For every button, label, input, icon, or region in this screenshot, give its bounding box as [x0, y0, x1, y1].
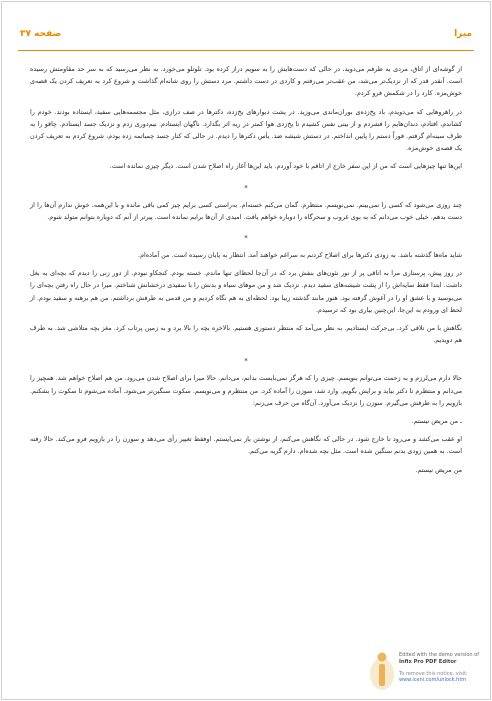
watermark-line: Edited with the demo version of — [399, 652, 480, 658]
watermark-line: To remove this notice, visit: — [399, 671, 468, 677]
running-title: میرا — [454, 29, 472, 39]
infix-logo-icon — [368, 648, 396, 692]
paragraph: نگاهش با من تلاقی کرد. بی‌حرکت ایستادیم. به نظر می‌آمد که منتظر دستوری هستیم. بالاخره بچه را بالا برد و به زمین پرتاب کرد. مغز بچه متلاشی شد. به طرف هم دویدیم. — [30, 324, 462, 345]
paragraph: در راهروهایی که می‌دویدم، باد پخ‌زده‌ی بوران‌ماندی می‌وزید. در پشت دیوارهای یخ‌زده، دکترها در صف درازی، مثل مجسمه‌هایی سفید، ایستاده بودند. خودم را کشاندم، افتادم، دندان‌هایم را فشردم و از بینی نفس کشیدم تا یخ‌زدی هوا کمتر در ریه اثر بگذارد. ناگهان ایستادم. نیم‌دوری زدم و نزدیک جسد ایستادم. چاقو را به طرف سینه‌ام گرفتم. فوراً دستم را پایین انداختم. در دستش شیشه‌ ضد. یأس دکترها را دیدم. در حالی که کنار جسد چمباتمه زده بودم، شروع کردم به تعریف کردن یک قصه‌ی خوش‌مزه. — [30, 107, 462, 153]
section-separator: * — [244, 357, 248, 366]
page-number: صفحه ۳۷ — [20, 29, 62, 39]
demo-watermark — [368, 648, 488, 700]
paragraph: در روز پیش، پرستاری مرا به اتاقی پر از نور نئون‌های بنفش برد که در آن‌جا لحظ‌ای تنها ماندم. خسته بودم. کنجکاو نبودم. از دور زنی را دیدم که بچه‌ای به بغل داشت. ابتدا فقط سایه‌اش را از پشت شیشه‌های سفید دیدم. نزدیک شد و من موهای سیاه و بدنش را با سفیدی درخشانش شناختم. میرا در حال راه رفتن بچه‌ای را می‌بوسید و با عشق او را در آغوش گرفته بود. هنوز مانند گذشته زیبا بود. لحظه‌ای به هم نگاه کردیم و من قدمی به طرفش برداشتم. من هم برهنه و سفید بودم. از لحظ ای ورودم به این‌جا، این‌چنین بیاری بود که ترسیدم. — [30, 269, 462, 314]
paragraph: او عقب می‌کشد و می‌رود تا خارج شود. در حالی که نگاهش می‌کنم، از نوشتن باز نمی‌ایستم. اوفقط تغییر رأی می‌دهد و سوزن را در بازویم فرو می‌کند. حالا رفته است. به همین زودی بدنم سنگین شده است. مثل بچه شده‌ام. دارم گریه می‌کنم. — [30, 435, 462, 456]
paragraph: این‌ها تنها چیزهایی است که من از این سفر خارج از اتاقم با خود آوردم. باید این‌ها آغاز راه اصلاح شدن است. دیگر چیزی نمانده است. — [109, 162, 462, 171]
paragraph: چند روزی می‌شود که کسی را نمی‌بینم. نمی‌نویسم. منتظرم. گمان می‌کنم خسته‌ام. به‌راستی کسی برایم چیز کمی باقی مانده و با این‌همه، خوش ندارم آن‌ها را از دست بدهم. خیلی خوب می‌دانم که به بوی غروب و سحرگاه را دوباره خواهم یافت. امیدی از آن‌ها برایم نمانده است. پیرتر از آنم که دوباره بتوانم متولد شوم. — [30, 200, 462, 221]
watermark-link[interactable]: www.iceni.com/unlock.htm — [399, 677, 467, 683]
body-text — [30, 63, 462, 482]
closing-line: من مریض نیستم. — [415, 465, 462, 474]
section-separator: * — [244, 234, 248, 243]
watermark-product: Infix Pro PDF Editor — [399, 659, 457, 665]
paragraph: شاید ماه‌ها گذشته باشد. به زودی دکترها برای اصلاح کردنم به سراغم خواهند آمد. انتظار به پایان رسیده است. من آماده‌ام. — [138, 251, 462, 260]
paragraph: حالا دارم می‌لرزم و به زحمت می‌توانم بنویسم. چیزی را که هرگز نمی‌بایست بدانم، می‌دانم. حالا میرا برای اصلاح شدن می‌رود. من هم اصلاح خواهم شد. همچیز را می‌دانم و منتظرم تا دکتر بیاید و برایش بگویم. وارد شد، سوزن را آماده کرد. من منتظرم و می‌نویسم. سکوت سنگین‌تر می‌شود. آماده می‌شوم تا سکوت را بشکنم. بازویم را به طرفش می‌گیرم. سوزن را نزدیک می‌آورد. آن‌گاه من حرف می‌زنم: — [30, 374, 462, 407]
header-rule — [18, 50, 474, 51]
dialogue-line: ـ من مریض نیستم. — [411, 417, 462, 426]
paragraph: از گوشه‌ای از اتاق، مردی به طرفم می‌دوید، در حالی که دست‌هایش را به سویم دراز کرده بود. تلوتلو می‌خورد. به نظر می‌رسید که به سر حد مقاومتش رسیده است. آنقدر قدر که از نزدیک‌تر می‌شد، من عقب‌تر می‌رفتم و کاردی در دست داشتم. مرد دستش را روی شانه‌ام گذاشت و شروع کرد به تعریف کردن یک قصه‌ی خوش‌مزه. کارد را در شکمش فرو کردم. — [30, 65, 462, 98]
section-separator: * — [244, 183, 248, 192]
